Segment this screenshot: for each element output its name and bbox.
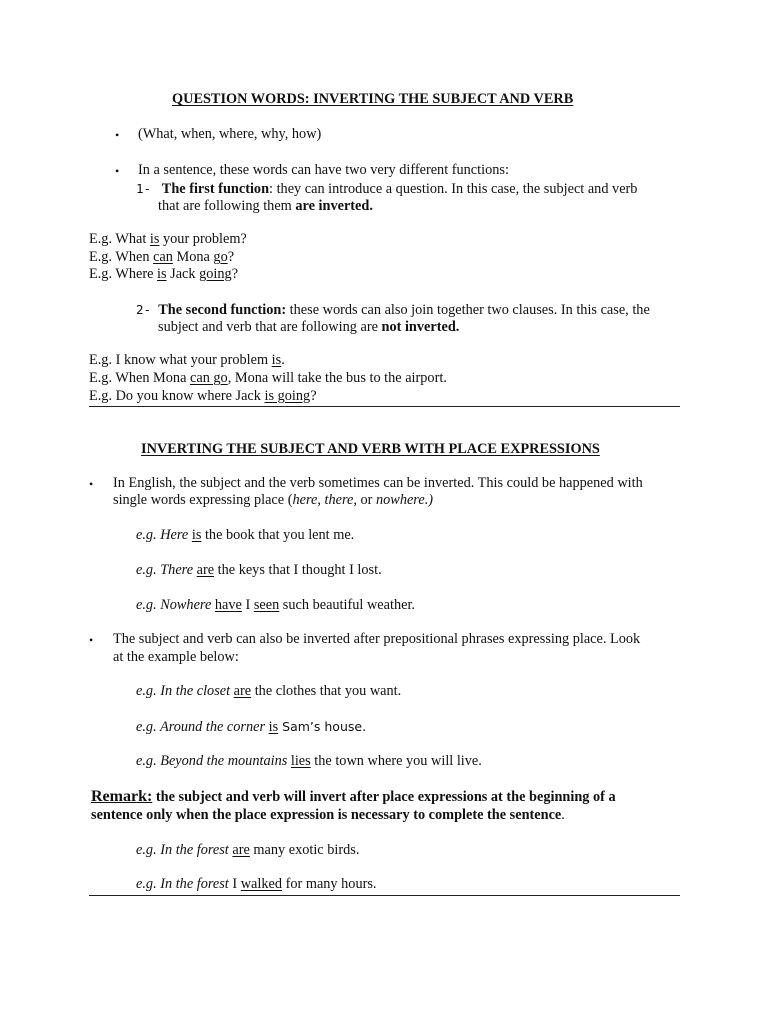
example-verb: are: [232, 842, 250, 858]
example-text: .: [281, 352, 285, 368]
example-text: such beautiful weather.: [279, 597, 415, 613]
first-function-line1: [136, 180, 637, 199]
section-divider: [89, 406, 680, 407]
example-place: e.g. Beyond the mountains: [136, 753, 291, 769]
example-verb: can: [153, 249, 173, 265]
example-text: your problem?: [159, 231, 247, 247]
example-text: E.g. Where: [89, 266, 158, 282]
list-number: 1-: [136, 181, 152, 196]
italic-text: here, there,: [292, 492, 357, 508]
first-function-text: : they can introduce a question. In this case, the subject and verb: [269, 181, 638, 197]
first-function-bold: are inverted.: [295, 198, 373, 214]
example-text: ?: [231, 266, 239, 282]
bullet-icon: •: [89, 477, 94, 491]
remark-label: Remark:: [91, 788, 153, 805]
example-verb: are: [233, 683, 252, 699]
second-function-text: these words can also join together two clauses. In this case, the: [286, 302, 650, 318]
first-function-label: The first function: [161, 181, 270, 197]
section1-title: QUESTION WORDS: INVERTING THE SUBJECT AND VERB: [172, 91, 574, 107]
remark-line1: [91, 788, 616, 807]
example-place-1: [136, 527, 354, 545]
example-verb: is: [271, 352, 282, 368]
body-text: or: [356, 492, 376, 508]
example-verb: is: [149, 231, 160, 247]
italic-text: nowhere.): [375, 492, 434, 508]
example-text: E.g. When: [89, 249, 154, 265]
remark-text: .: [561, 807, 565, 823]
example-question-2: [89, 249, 234, 267]
example-verb: is going: [264, 388, 311, 404]
example-text: the clothes that you want.: [251, 683, 402, 699]
section1-bullet1: (What, when, where, why, how): [138, 126, 322, 142]
example-text: Mona: [172, 249, 214, 265]
example-text: E.g. Do you know where Jack: [89, 388, 265, 404]
example-verb: going: [199, 266, 232, 282]
example-text: I: [228, 876, 241, 892]
example-verb: seen: [253, 597, 280, 613]
example-place: e.g. In the closet: [136, 683, 234, 699]
bullet-icon: •: [115, 164, 120, 178]
example-text: E.g. I know what your problem: [89, 352, 272, 368]
example-verb: can go: [190, 370, 228, 386]
section2-title: INVERTING THE SUBJECT AND VERB WITH PLACE EXPRESSIONS: [141, 441, 600, 457]
example-text: E.g. What: [89, 231, 150, 247]
example-verb: have: [214, 597, 242, 613]
example-text: the town where you will live.: [310, 753, 482, 769]
remark-text: sentence only when the place expression is necessary to complete the sentence: [91, 807, 562, 823]
second-function-line1: [136, 301, 650, 320]
example-text: for many hours.: [282, 876, 377, 892]
example-text: ?: [227, 249, 235, 265]
example-verb: is: [268, 719, 279, 735]
example-place: e.g. There: [136, 562, 197, 578]
first-function-line2: [158, 198, 373, 216]
example-place: e.g. Nowhere: [136, 597, 215, 613]
example-text: the book that you lent me.: [201, 527, 355, 543]
example-place: e.g. In the forest: [136, 842, 233, 858]
example-place-3: [136, 597, 415, 615]
body-text: single words expressing place (: [113, 492, 293, 508]
second-function-label: The second function:: [158, 302, 287, 318]
example-text: E.g. When Mona: [89, 370, 190, 386]
first-function-text2: that are following them: [158, 198, 296, 214]
example-text: many exotic birds.: [249, 842, 360, 858]
example-verb: is: [157, 266, 167, 282]
example-question-1: [89, 231, 247, 249]
section2-bullet1-line1: In English, the subject and the verb sometimes can be inverted. This could be happened with: [113, 475, 643, 491]
section2-bullet1-line2: [113, 492, 433, 510]
second-function-line2: [158, 319, 459, 337]
example-question-3: [89, 266, 238, 284]
example-text: Jack: [166, 266, 200, 282]
bullet-icon: •: [89, 633, 94, 647]
example-phrase-1: [136, 683, 401, 701]
list-number: 2-: [136, 302, 152, 317]
example-verb: go: [213, 249, 228, 265]
section-divider: [89, 895, 680, 896]
example-verb: are: [196, 562, 215, 578]
example-clause-3: [89, 388, 317, 406]
section2-bullet2-line1: The subject and verb can also be inverted after prepositional phrases expressing place. Look: [113, 631, 641, 647]
example-text: I: [241, 597, 254, 613]
example-text: , Mona will take the bus to the airport.: [227, 370, 447, 386]
example-text: Sam’s house.: [278, 719, 367, 734]
remark-line2: [91, 807, 565, 825]
example-verb: walked: [240, 876, 282, 892]
section2-bullet2-line2: at the example below:: [113, 649, 239, 665]
example-phrase-2: [136, 718, 366, 737]
example-text: the keys that I thought I lost.: [214, 562, 382, 578]
example-verb: lies: [290, 753, 311, 769]
example-clause-1: [89, 352, 285, 370]
example-forest-2: [136, 876, 377, 894]
example-place: e.g. In the forest: [136, 876, 229, 892]
second-function-bold: not inverted.: [381, 319, 460, 335]
example-forest-1: [136, 842, 359, 860]
example-verb: is: [191, 527, 202, 543]
remark-text: the subject and verb will invert after place expressions at the beginning of a: [152, 789, 616, 805]
example-phrase-3: [136, 753, 482, 771]
example-text: ?: [310, 388, 317, 404]
example-clause-2: [89, 370, 447, 388]
example-place: e.g. Here: [136, 527, 192, 543]
example-place: e.g. Around the corner: [136, 719, 269, 735]
example-place-2: [136, 562, 382, 580]
second-function-text2: subject and verb that are following are: [158, 319, 382, 335]
bullet-icon: •: [115, 128, 120, 142]
section1-bullet2: In a sentence, these words can have two very different functions:: [138, 162, 509, 178]
